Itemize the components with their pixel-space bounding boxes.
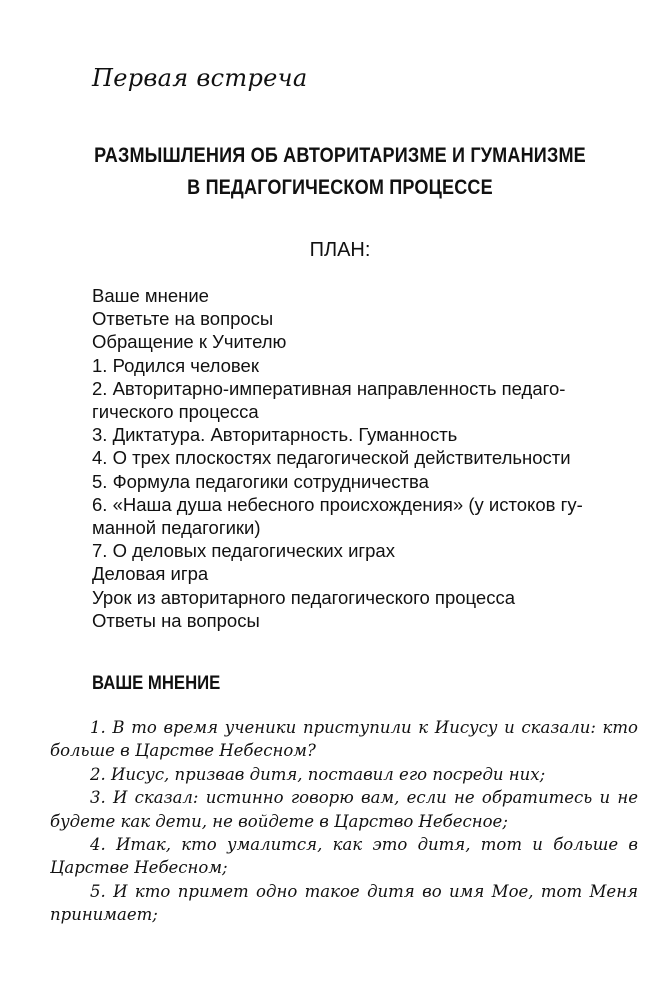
plan-item: 2. Авторитарно-императивная направленность педаго- [92,377,566,399]
plan-item: 4. О трех плоскостях педагогической действительности [92,447,571,469]
verse-paragraph: 1. В то время ученики приступили к Иисусу и сказали: кто больше в Царстве Небесном? [50,718,638,761]
plan-item: гического процесса [92,401,259,423]
verse-paragraph: 4. Итак, кто умалится, как это дитя, тот и больше в Царстве Небесном; [50,835,638,878]
plan-item: Урок из авторитарного педагогического процесса [92,586,515,608]
chapter-title [82,140,598,204]
plan-item: 6. «Наша душа небесного происхождения» (у истоков гу- [92,493,583,515]
plan-list [92,284,652,632]
plan-item: 5. Формула педагогики сотрудничества [92,470,429,492]
verse-paragraph: 3. И сказал: истинно говорю вам, если не обратитесь и не будете как дети, не войдете в Царство Небесное; [50,788,638,831]
plan-item: Обращение к Учителю [92,331,287,353]
meeting-label: Первая встреча [92,64,308,92]
plan-item: Деловая игра [92,563,209,585]
verse-paragraph: 2. Иисус, призвав дитя, поставил его посреди них; [90,764,546,784]
plan-item: 7. О деловых педагогических играх [92,540,395,562]
section-heading: ВАШЕ МНЕНИЕ [92,673,221,694]
plan-item: Ответы на вопросы [92,609,260,631]
plan-heading: ПЛАН: [309,239,371,261]
verse-paragraph: 5. И кто примет одно такое дитя во имя Мое, тот Меня принимает; [50,881,638,925]
plan-item: манной педагогики) [92,517,261,539]
plan-item: Ответьте на вопросы [92,308,274,330]
chapter-title-line-2: В ПЕДАГОГИЧЕСКОМ ПРОЦЕССЕ [187,176,493,199]
plan-item: 1. Родился человек [92,354,259,376]
verses-block [50,716,638,927]
plan-item: 3. Диктатура. Авторитарность. Гуманность [92,424,458,446]
plan-item: Ваше мнение [92,285,209,306]
chapter-title-line-1: РАЗМЫШЛЕНИЯ ОБ АВТОРИТАРИЗМЕ И ГУМАНИЗМЕ [94,144,586,167]
